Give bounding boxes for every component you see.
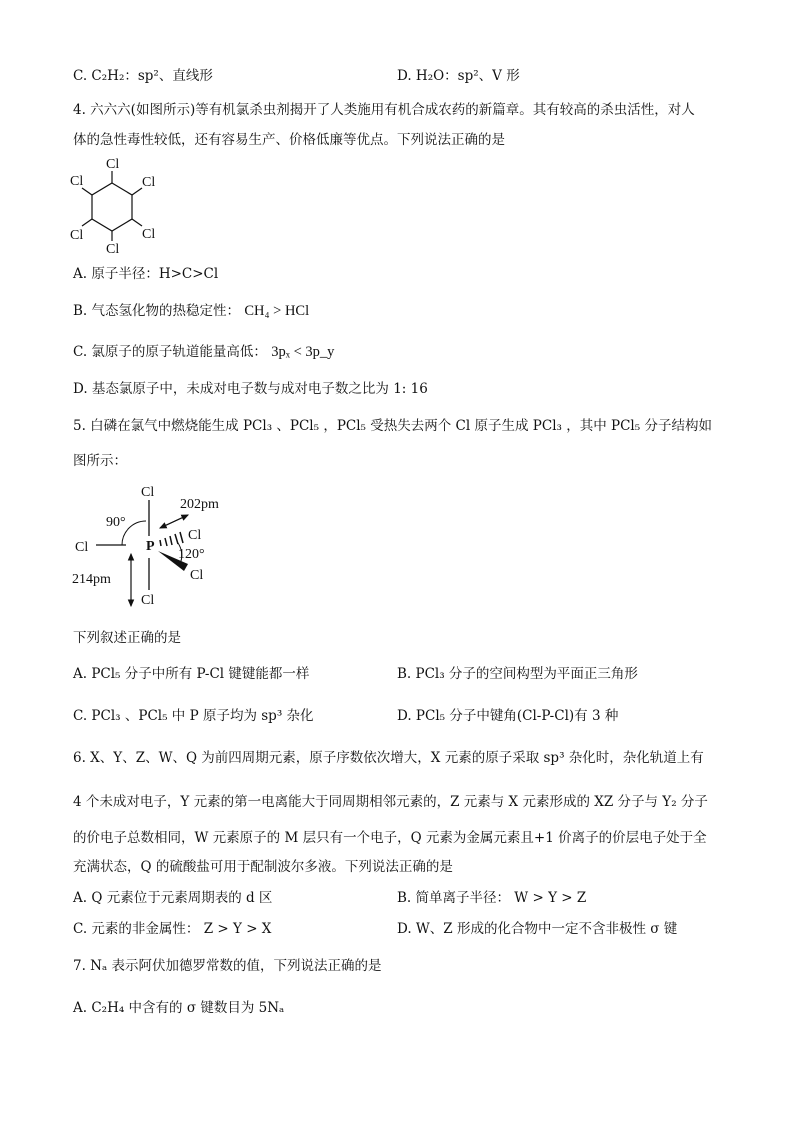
cl-atom-label: Cl [70,228,84,243]
q6-option-b: B. 简单离子半径： W > Y > Z [397,890,587,906]
q4-option-c-formula: 3pₓ < 3p_y [271,344,335,360]
q5-option-c: C. PCl₃ 、PCl₅ 中 P 原子均为 sp³ 杂化 [73,708,314,724]
q4-stem-line1: 4. 六六六(如图所示)等有机氯杀虫剂揭开了人类施用有机合成农药的新篇章。其有较高的杀虫活性，对人 [73,102,695,118]
q4-option-c-text: C. 氯原子的原子轨道能量高低： [73,344,267,360]
q7-option-a: A. C₂H₄ 中含有的 σ 键数目为 5Nₐ [73,1000,285,1016]
q5-stem-line2: 图所示： [73,453,127,469]
angle-120-label: 120° [178,547,205,562]
cl-atom-label: Cl [106,242,120,257]
cl-atom-label: Cl [142,227,156,242]
pcl5-structure-figure [70,478,240,613]
prev-option-d: D. H₂O：sp²、V 形 [397,68,520,84]
q4-option-b [73,302,309,320]
p-atom-label: P [146,539,155,554]
cl-atom-label: Cl [70,174,84,189]
q4-option-d: D. 基态氯原子中，未成对电子数与成对电子数之比为 1: 16 [73,381,428,397]
q6-option-a: A. Q 元素位于元素周期表的 d 区 [73,890,273,906]
cyclohexane-ring [82,171,142,241]
q6-stem-line1: 6. X、Y、Z、W、Q 为前四周期元素，原子序数依次增大，X 元素的原子采取 sp³ 杂化时，杂化轨道上有 [73,750,704,766]
cl-atom-label: Cl [190,568,204,583]
q6-option-c: C. 元素的非金属性： Z > Y > X [73,921,272,937]
cl-atom-label: Cl [106,157,120,172]
hexachlorocyclohexane-figure [62,155,172,260]
q6-option-d: D. W、Z 形成的化合物中一定不含非极性 σ 键 [397,921,678,937]
cl-atom-label: Cl [141,485,155,500]
q4-option-b-text: B. 气态氢化物的热稳定性： [73,303,241,319]
q6-stem-line3: 的价电子总数相同，W 元素原子的 M 层只有一个电子，Q 元素为金属元素且+1 价离子的价层电子处于全 [73,830,707,846]
bond-hashed [160,532,183,546]
q4-stem-line2: 体的急性毒性较低，还有容易生产、价格低廉等优点。下列说法正确的是 [73,132,505,148]
q6-stem-line4: 充满状态，Q 的硫酸盐可用于配制波尔多液。下列说法正确的是 [73,859,453,875]
bond-length-202-label: 202pm [180,497,219,512]
prev-option-c: C. C₂H₂：sp²、直线形 [73,68,213,84]
q6-stem-line2: 4 个未成对电子，Y 元素的第一电离能大于同周期相邻元素的，Z 元素与 X 元素形成的 XZ 分子与 Y₂ 分子 [73,794,708,810]
bond-length-214-label: 214pm [72,572,111,587]
q7-stem: 7. Nₐ 表示阿伏加德罗常数的值，下列说法正确的是 [73,958,382,974]
cl-atom-label: Cl [188,528,202,543]
cl-atom-label: Cl [75,540,89,555]
q4-option-a: A. 原子半径：H>C>Cl [73,266,219,282]
q5-stem-line1: 5. 白磷在氯气中燃烧能生成 PCl₃ 、PCl₅ ，PCl₅ 受热失去两个 Cl 原子生成 PCl₃ ，其中 PCl₅ 分子结构如 [73,418,712,434]
cl-atom-label: Cl [141,593,155,608]
q5-prompt: 下列叙述正确的是 [73,630,181,646]
q5-option-d: D. PCl₅ 分子中键角(Cl-P-Cl)有 3 种 [397,708,619,724]
q4-option-c [73,343,334,361]
q5-option-a: A. PCl₅ 分子中所有 P-Cl 键键能都一样 [73,666,310,682]
q4-option-b-formula: CH₄ > HCl [244,303,310,319]
angle-90-label: 90° [106,515,126,530]
q5-option-b: B. PCl₃ 分子的空间构型为平面正三角形 [397,666,638,682]
cl-atom-label: Cl [142,175,156,190]
